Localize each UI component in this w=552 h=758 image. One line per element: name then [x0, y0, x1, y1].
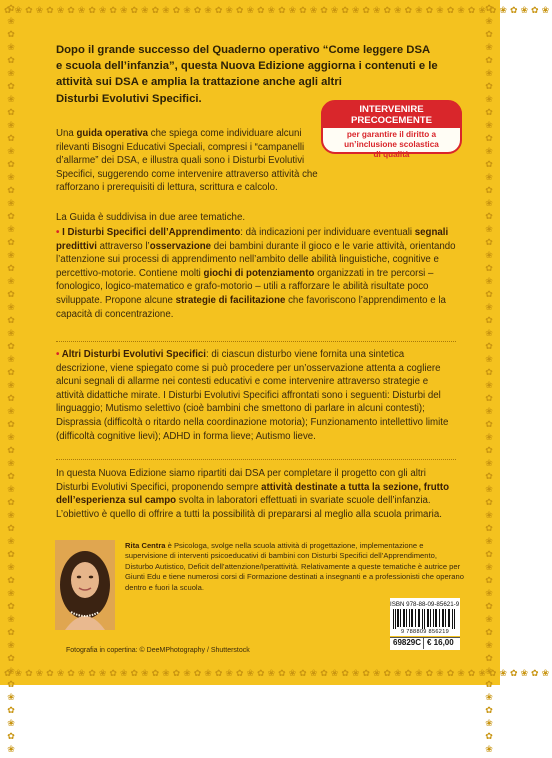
text-run: che spiega come individuare alcuni rilevanti Bisogni Educativi Speciali, compresi i “campanelli d’allarme” dei DSA, e illustra quali sono i Disturbi Evolutivi Specifici, suggerendo come intervenire attraverso attività che rafforzano i prerequisiti di lettura, scrittura e calcolo.: [56, 128, 318, 194]
intervene-early-badge: [321, 100, 462, 159]
badge-title-line: PRECOCEMENTE: [350, 115, 433, 126]
intro-line: attività sui DSA e amplia la trattazione anche agli altri: [56, 76, 342, 89]
bullet-icon: •: [56, 227, 60, 238]
text-run: In questa Nuova Edizione siamo ripartiti dai DSA per completare il progetto con gli altri Disturbi Evolutivi Specifici, proponendo sempre: [56, 468, 426, 493]
text-run: attraverso l’: [96, 240, 150, 252]
text-run: organizzati in tre percorsi – fonologico, logico-matematico e grafo-motorio – utili a rafforzare le abilità risultate poco sviluppate. Propone alcune: [56, 267, 434, 306]
highlight: attività destinate a tutta la sezione, frutto dell’esperienza sul campo: [56, 481, 450, 507]
author-portrait-image: [55, 540, 115, 630]
border-ornament-left: ✿❀✿❀✿❀✿❀✿❀✿❀✿❀✿❀✿❀✿❀✿❀✿❀✿❀✿❀✿❀✿❀✿❀✿❀✿❀✿❀✿❀✿❀✿❀✿❀✿❀✿❀✿❀✿❀✿❀: [6, 4, 16, 758]
author-bio: [125, 541, 465, 593]
highlight: segnali predittivi: [56, 227, 449, 252]
badge-title-line: INTERVENIRE: [359, 104, 424, 115]
badge-title: [321, 102, 462, 128]
new-edition-paragraph: [56, 467, 456, 521]
section-title: I Disturbi Specifici dell’Apprendimento: [59, 227, 241, 238]
isbn-label: ISBN 978-88-09-85621-9: [390, 601, 460, 608]
text-run: dei bambini durante il gioco e le varie attività, orientando l’attenzione sui processi di apprendimento nell’ambito delle abilità linguistiche, cognitive e percettivo-motorie. Contiene molti: [56, 240, 456, 279]
photo-credit: Fotografia in copertina: © DeeMPhotography / Shutterstock: [66, 647, 250, 654]
highlight: osservazione: [149, 240, 212, 252]
section-dsa: [56, 226, 456, 321]
guide-description: [56, 127, 318, 195]
border-ornament-right: ✿❀✿❀✿❀✿❀✿❀✿❀✿❀✿❀✿❀✿❀✿❀✿❀✿❀✿❀✿❀✿❀✿❀✿❀✿❀✿❀✿❀✿❀✿❀✿❀✿❀✿❀✿❀✿❀✿❀: [484, 4, 494, 758]
border-ornament-top: ✿❀✿❀✿❀✿❀✿❀✿❀✿❀✿❀✿❀✿❀✿❀✿❀✿❀✿❀✿❀✿❀✿❀✿❀✿❀✿❀✿❀✿❀✿❀✿❀✿❀✿❀: [4, 6, 552, 16]
intro-line: Dopo il grande successo del Quaderno operativo “Come leggere DSA: [56, 44, 431, 56]
text-run: : dà indicazioni per individuare eventuali: [240, 227, 415, 238]
dotted-divider: [56, 459, 456, 463]
intro-line: Disturbi Evolutivi Specifici.: [56, 92, 202, 105]
bullet-icon: •: [56, 349, 60, 360]
author-bio-text: è Psicologa, svolge nella scuola attività di progettazione, implementazione e supervisione di interventi psicoeducativi di bambini con Disturbi Specifici dell’Apprendimento, Disturbo Autistico, Deficit dell’attenzione/Iperattività. Relativamente a queste tematiche è autrice per Giunti Edu e tiene numerosi corsi di Formazione destinati a insegnanti e a professionisti che operano dentro e fuori la scuola.: [125, 541, 464, 592]
barcode-icon: [392, 609, 458, 629]
text-run: Una: [56, 128, 77, 139]
badge-subtitle-line: un’inclusione scolastica: [344, 140, 439, 149]
product-code: 69829C: [393, 638, 422, 647]
section-other-disorders: [56, 348, 456, 443]
dotted-divider: [56, 341, 456, 345]
price-panel-divider: [423, 637, 424, 649]
text-run: : di ciascun disturbo viene fornita una sintetica descrizione, viene spiegato come si può procedere per un’osservazione attenta a cogliere alcuni segnali di allarme nei contesti educativi e come intervenire attraverso strategie e attività didattiche mirate. I Disturbi Evolutivi Specifici affrontati sono i seguenti: Disturbi del linguaggio; Mutismo selettivo (cioè bambini che smettono di parlare in alcuni contesti); Disprassia (difficoltà o ritardo nella coordinazione motoria); Funzionamento intellettivo limite (difficoltà cognitive lievi); ADHD in forma lieve; Autismo lieve.: [56, 349, 449, 442]
border-ornament-bottom: ✿❀✿❀✿❀✿❀✿❀✿❀✿❀✿❀✿❀✿❀✿❀✿❀✿❀✿❀✿❀✿❀✿❀✿❀✿❀✿❀✿❀✿❀✿❀✿❀✿❀✿❀: [4, 669, 552, 679]
text-run: che favoriscono l’apprendimento e la capacità di concentrazione.: [56, 294, 446, 320]
guide-structure-note: La Guida è suddivisa in due aree tematiche.: [56, 212, 246, 223]
highlight-guida-operativa: guida operativa: [76, 128, 149, 139]
price: € 16,00: [427, 638, 454, 647]
section-title: Altri Disturbi Evolutivi Specifici: [59, 349, 207, 360]
text-run: svolta in laboratori effettuati in svariate scuole dell’infanzia. L’obiettivo è quello di offrire a tutti la possibilità di prepararsi al meglio alla scuola primaria.: [56, 495, 442, 520]
intro-paragraph: [56, 42, 456, 107]
barcode-digits: 9 788809 856219: [400, 629, 450, 635]
badge-subtitle-line: di qualità: [373, 150, 410, 159]
highlight: giochi di potenziamento: [203, 267, 315, 279]
author-photo: [55, 540, 115, 630]
highlight: strategie di facilitazione: [175, 294, 286, 306]
intro-line: e scuola dell’infanzia”, questa Nuova Edizione aggiorna i contenuti e le: [56, 60, 438, 73]
badge-subtitle-line: per garantire il diritto a: [346, 130, 437, 139]
badge-subtitle: [323, 130, 460, 160]
author-name: Rita Centra: [125, 541, 166, 550]
